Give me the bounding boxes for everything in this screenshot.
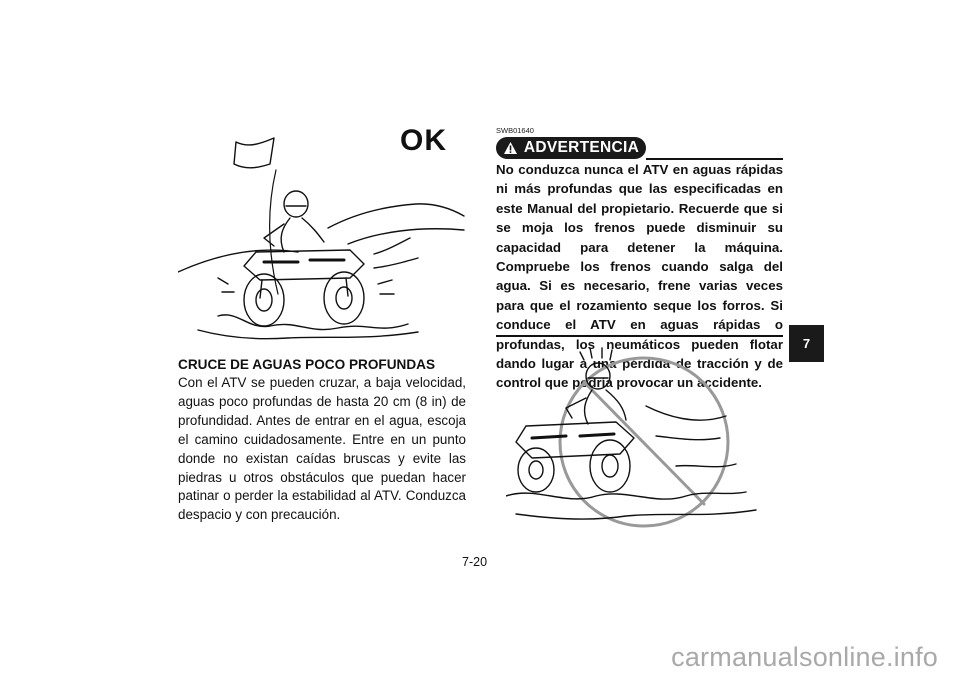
chapter-tab: 7 bbox=[789, 325, 824, 362]
page-number: 7-20 bbox=[462, 555, 488, 569]
ok-label: OK bbox=[400, 124, 447, 157]
warning-bottom-rule bbox=[496, 335, 783, 337]
section-heading: CRUCE DE AGUAS POCO PROFUNDAS bbox=[178, 357, 436, 372]
prohibited-deep-water-illustration bbox=[506, 346, 766, 532]
warning-badge bbox=[496, 137, 646, 159]
section-body: Con el ATV se pueden cruzar, a baja velocidad, aguas poco profundas de hasta 20 cm (8 in) de profundidad. Antes de entrar en el agua, escoja el camino cuidadosamente. Entre en un punto donde no existan caídas bruscas y evite las piedras u otros obstáculos que puedan hacer patinar o perder la estabilidad al ATV. Conduzca despacio y con precaución. bbox=[178, 375, 466, 523]
warning-triangle-icon bbox=[503, 141, 518, 155]
warning-code: SWB01640 bbox=[496, 126, 534, 135]
warning-text: No conduzca nunca el ATV en aguas rápidas ni más profundas que las especificadas en este Manual del propietario. Recuerde que si se moja los frenos puede disminuir su capacidad para detener la máquina. Compruebe los frenos cuando salga del agua. Si es necesario, frene varias veces para que el rozamiento seque los forros. Si conduce el ATV en aguas rápidas o profundas, los neumáticos pueden flotar dando lugar a una pérdida de tracción y de control que podría provocar un accidente. bbox=[496, 162, 783, 391]
watermark: carmanualsonline.info bbox=[671, 642, 938, 672]
atv-shallow-water-illustration bbox=[178, 134, 468, 352]
warning-label: ADVERTENCIA bbox=[523, 139, 640, 156]
